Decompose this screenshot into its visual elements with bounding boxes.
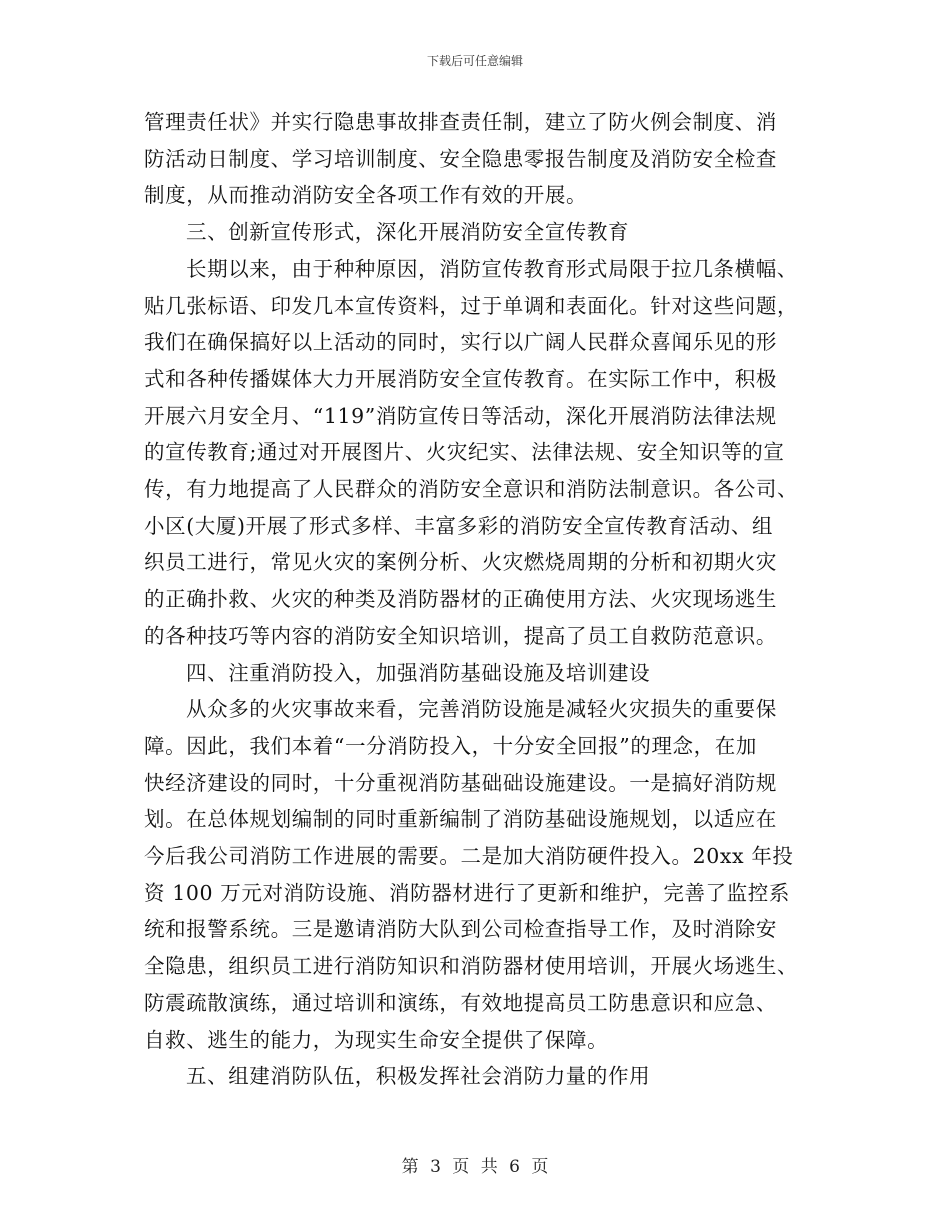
- text-line: 快经济建设的同时，十分重视消防基础础设施建设。一是搞好消防规: [144, 770, 777, 795]
- text-line: 织员工进行，常见火灾的案例分析、火灾燃烧周期的分析和初期火灾: [144, 550, 777, 575]
- text-line: 划。在总体规划编制的同时重新编制了消防基础设施规划，以适应在: [144, 807, 777, 832]
- body-text: [144, 104, 808, 1095]
- text-line: 式和各种传播媒体大力开展消防安全宣传教育。在实际工作中，积极: [144, 366, 777, 391]
- text-line: 自救、逃生的能力，为现实生命安全提供了保障。: [144, 1027, 609, 1052]
- page-header: 下载后可任意编辑: [426, 54, 523, 68]
- text-line: 今后我公司消防工作进展的需要。二是加大消防硬件投入。20xx 年投: [144, 844, 794, 869]
- text-line: 开展六月安全月、“119”消防宣传日等活动，深化开展消防法律法规: [144, 403, 777, 428]
- section-heading: 四、注重消防投入，加强消防基础设施及培训建设: [186, 660, 651, 685]
- text-line: 全隐患，组织员工进行消防知识和消防器材使用培训，开展火场逃生、: [144, 954, 799, 979]
- text-line: 的各种技巧等内容的消防安全知识培训，提高了员工自救防范意识。: [144, 623, 777, 648]
- text-line: 资 100 万元对消防设施、消防器材进行了更新和维护，完善了监控系: [144, 880, 790, 905]
- text-line: 的宣传教育;通过对开展图片、火灾纪实、法律法规、安全知识等的宣: [144, 440, 785, 465]
- text-line: 小区(大厦)开展了形式多样、丰富多彩的消防安全宣传教育活动、组: [144, 513, 774, 538]
- text-line: 长期以来，由于种种原因，消防宣传教育形式局限于拉几条横幅、: [186, 256, 798, 281]
- section-heading: 三、创新宣传形式，深化开展消防安全宣传教育: [186, 220, 630, 245]
- text-line: 统和报警系统。三是邀请消防大队到公司检查指导工作，及时消除安: [144, 917, 777, 942]
- text-line: 管理责任状》并实行隐患事故排查责任制，建立了防火例会制度、消: [144, 110, 777, 134]
- text-line: 传，有力地提高了人民群众的消防安全意识和消防法制意识。各公司、: [144, 477, 799, 502]
- text-line: 贴几张标语、印发几本宣传资料，过于单调和表面化。针对这些问题，: [144, 293, 799, 318]
- page-footer: 第 3 页 共 6 页: [401, 1157, 549, 1177]
- text-line: 从众多的火灾事故来看，完善消防设施是减轻火灾损失的重要保: [186, 697, 777, 722]
- text-line: 防活动日制度、学习培训制度、安全隐患零报告制度及消防安全检查: [144, 146, 777, 171]
- text-line: 防震疏散演练，通过培训和演练，有效地提高员工防患意识和应急、: [144, 990, 777, 1015]
- text-line: 我们在确保搞好以上活动的同时，实行以广阔人民群众喜闻乐见的形: [144, 330, 777, 355]
- text-line: 障。因此，我们本着“一分消防投入，十分安全回报”的理念，在加: [144, 733, 757, 758]
- text-line: 的正确扑救、火灾的种类及消防器材的正确使用方法、火灾现场逃生: [144, 587, 777, 612]
- text-line: 制度，从而推动消防安全各项工作有效的开展。: [144, 183, 588, 208]
- section-heading: 五、组建消防队伍，积极发挥社会消防力量的作用: [186, 1064, 651, 1089]
